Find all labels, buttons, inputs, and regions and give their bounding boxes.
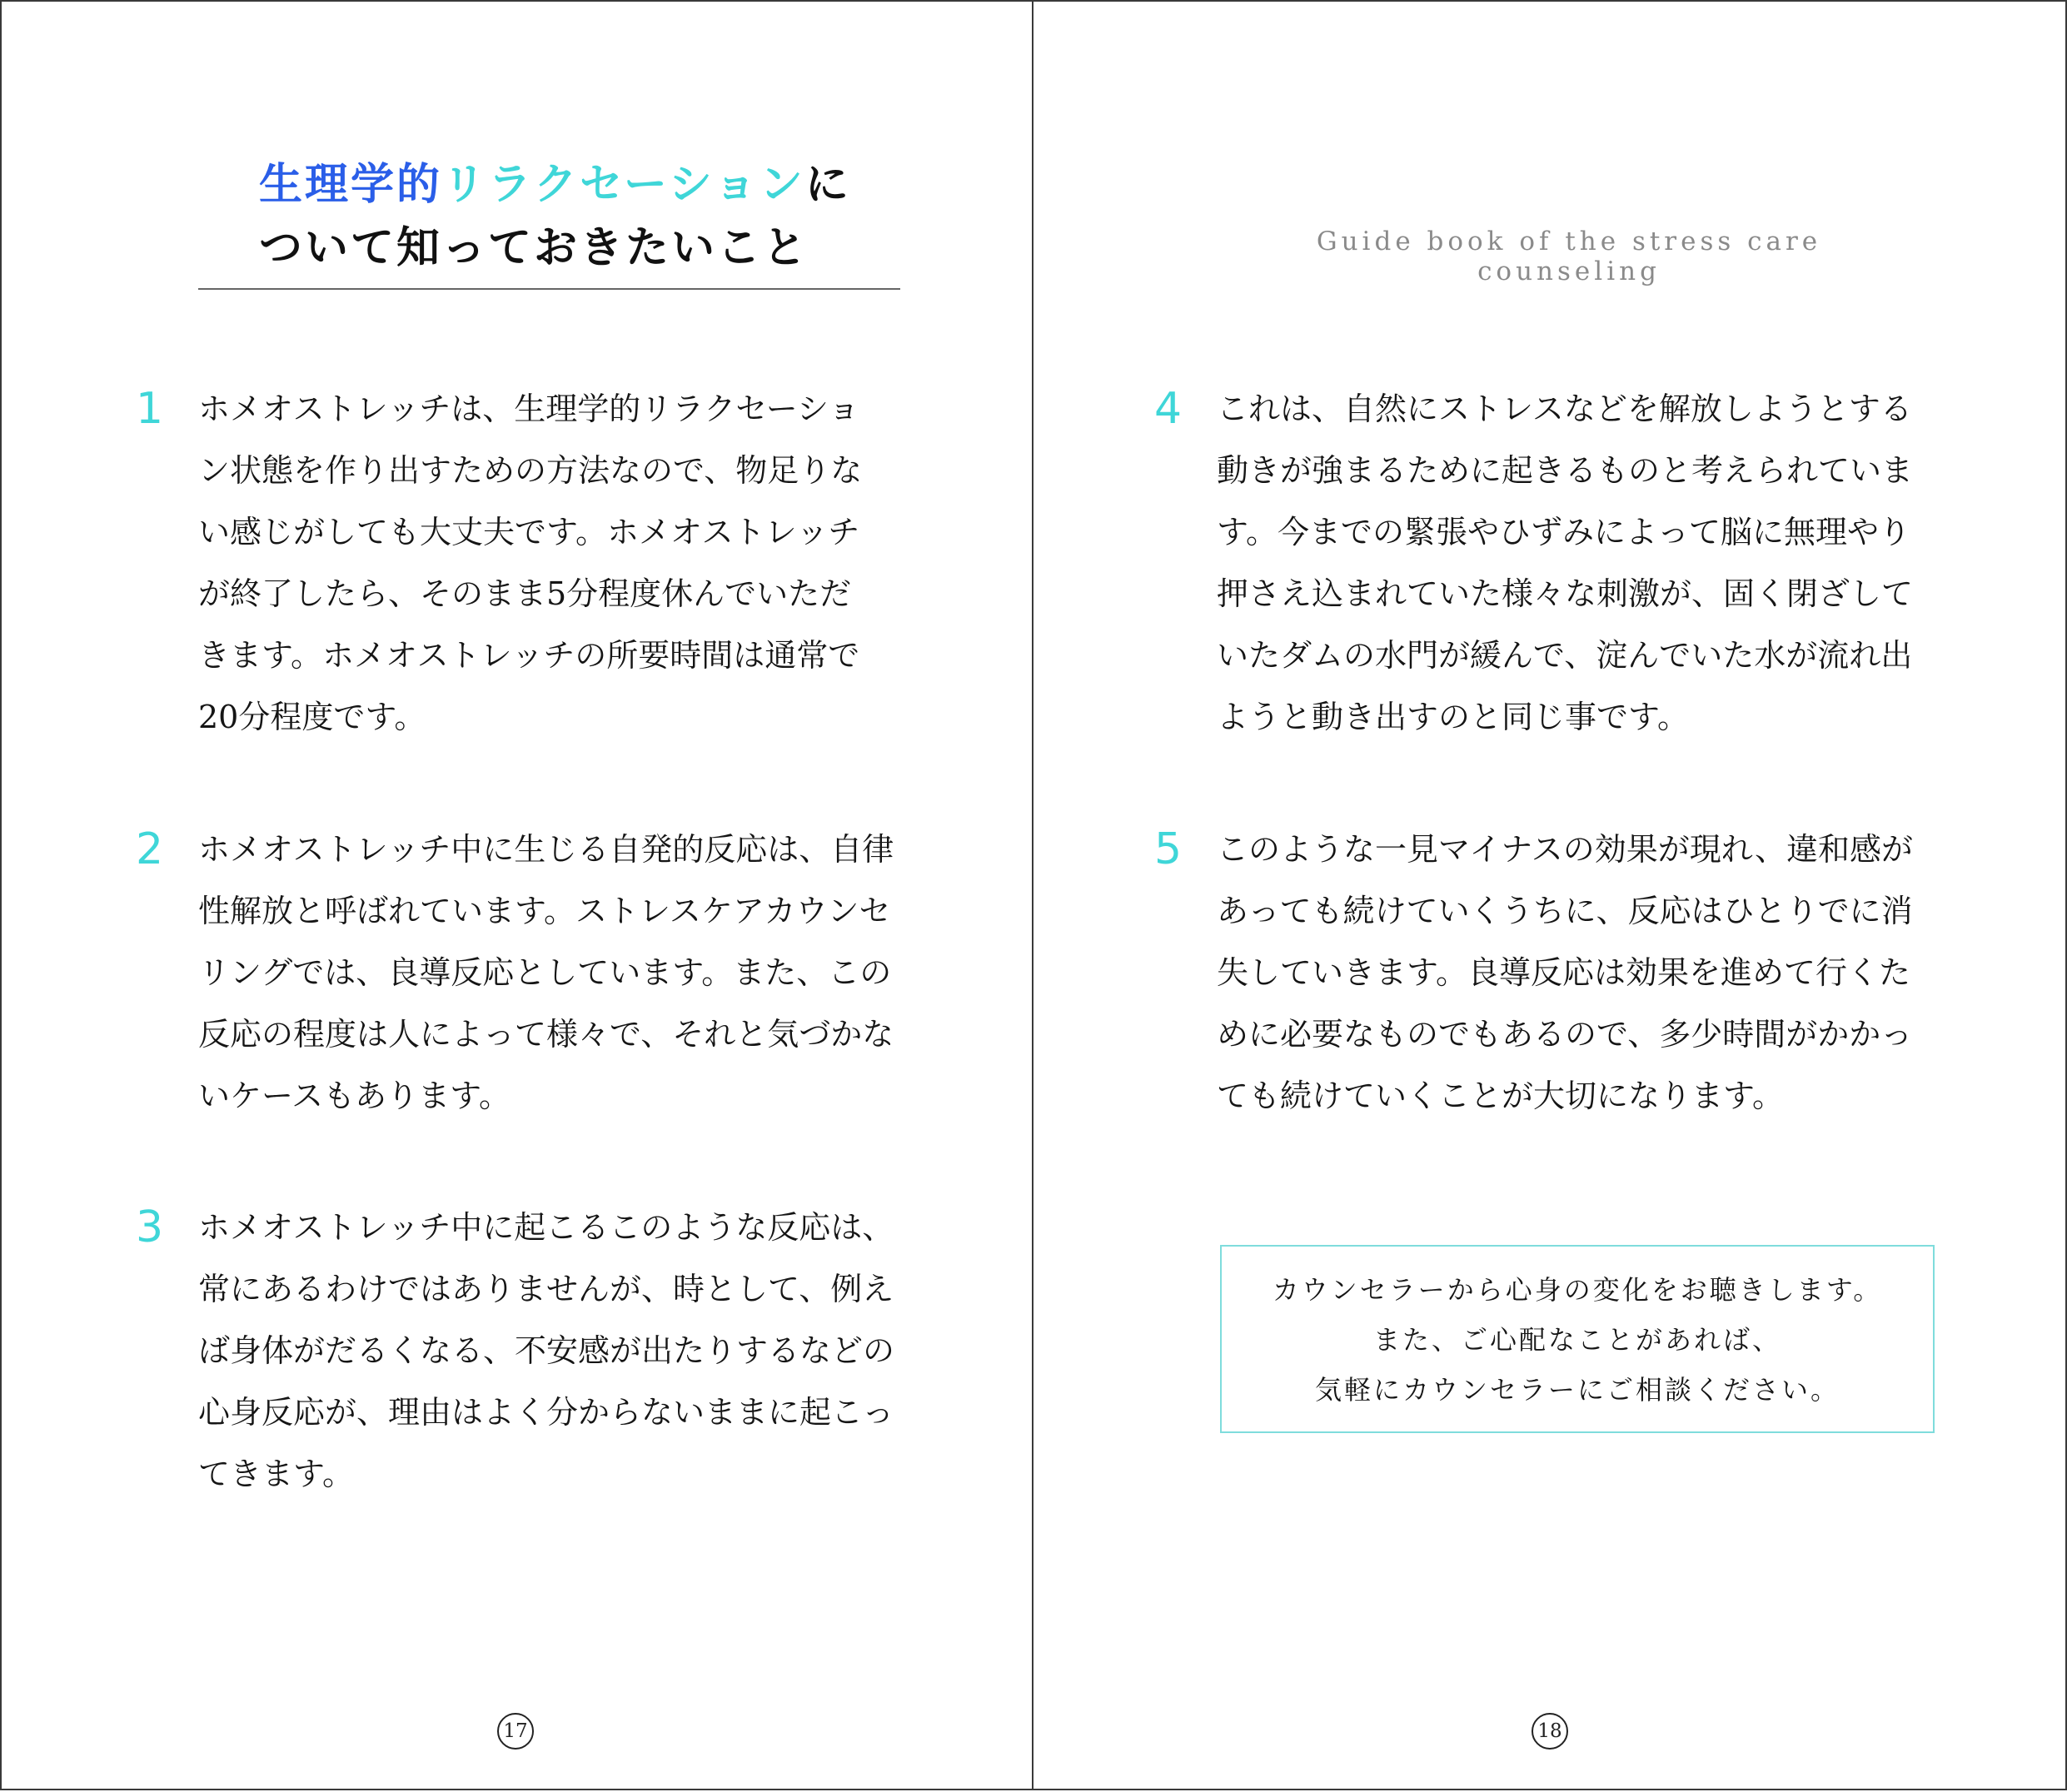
page-number: 18	[1532, 1713, 1568, 1750]
item-text	[198, 378, 873, 748]
item-text	[1217, 378, 1914, 748]
item-text	[198, 1197, 895, 1505]
text-line: ホメオストレッチは、生理学的リラクセーショ	[198, 391, 860, 427]
text-line: 性解放と呼ばれています。ストレスケアカウンセ	[198, 893, 891, 929]
text-line: いたダムの水門が緩んで、淀んでいた水が流れ出	[1217, 637, 1913, 674]
text-line: い感じがしても大丈夫です。ホメオストレッチ	[198, 514, 860, 550]
notice-line: 気軽にカウンセラーにご相談ください。	[1314, 1374, 1840, 1406]
running-header: Guide book of the stress care counseling	[1316, 226, 1822, 286]
text-line: これは、自然にストレスなどを解放しようとする	[1217, 391, 1912, 427]
item-number: 4	[1154, 384, 1183, 434]
text-line: てきます。	[198, 1456, 354, 1492]
notice-line: また、ご心配なことがあれば、	[1372, 1324, 1781, 1356]
text-line: きます。ホメオストレッチの所要時間は通常で	[198, 637, 860, 674]
text-line: 反応の程度は人によって様々で、それと気づかな	[198, 1016, 894, 1053]
title-highlight-blue: 生理学的	[259, 160, 443, 210]
item-number: 5	[1154, 824, 1183, 874]
text-line: このような一見マイナスの効果が現れ、違和感が	[1217, 831, 1914, 868]
title-line-2: ついて知っておきたいこと	[259, 223, 809, 273]
text-line: 失していきます。良導反応は効果を進めて行くた	[1217, 954, 1910, 991]
text-line: 動きが強まるために起きるものと考えられていま	[1217, 452, 1914, 489]
text-line: いケースもあります。	[198, 1078, 511, 1114]
text-line: めに必要なものでもあるので、多少時間がかかっ	[1217, 1016, 1913, 1053]
item-number: 2	[136, 824, 164, 874]
text-line: あっても続けていくうちに、反応はひとりでに消	[1217, 893, 1913, 929]
text-line: 押さえ込まれていた様々な刺激が、固く閉ざして	[1217, 575, 1914, 612]
page-title	[259, 153, 892, 280]
title-divider	[198, 288, 900, 290]
text-line: ン状態を作り出すための方法なので、物足りな	[198, 452, 863, 489]
item-text	[1217, 819, 1914, 1127]
page-number: 17	[497, 1713, 534, 1750]
title-suffix: に	[804, 160, 851, 210]
text-line: ば身体がだるくなる、不安感が出たりするなどの	[198, 1332, 895, 1369]
text-line: ホメオストレッチ中に起こるこのような反応は、	[198, 1209, 894, 1246]
item-number: 1	[136, 384, 164, 434]
text-line: ホメオストレッチ中に生じる自発的反応は、自律	[198, 831, 894, 868]
text-line: リングでは、良導反応としています。また、この	[198, 954, 892, 991]
text-line: が終了したら、そのまま5分程度休んでいただ	[198, 575, 852, 612]
title-line-1	[259, 153, 892, 217]
text-line: ようと動き出すのと同じ事です。	[1217, 699, 1689, 735]
text-line: 心身反応が、理由はよく分からないままに起こっ	[198, 1394, 894, 1431]
text-line: す。今までの緊張やひずみによって脳に無理やり	[1217, 514, 1910, 550]
title-highlight-cyan: リラクセーション	[442, 160, 805, 210]
text-line: 20分程度です。	[198, 699, 426, 735]
text-line: 常にあるわけではありませんが、時として、例え	[198, 1271, 894, 1307]
text-line: ても続けていくことが大切になります。	[1217, 1078, 1784, 1114]
notice-line: カウンセラーから心身の変化をお聴きします。	[1272, 1274, 1883, 1306]
item-text	[198, 819, 894, 1127]
notice-box	[1220, 1245, 1935, 1433]
item-number: 3	[136, 1202, 164, 1252]
